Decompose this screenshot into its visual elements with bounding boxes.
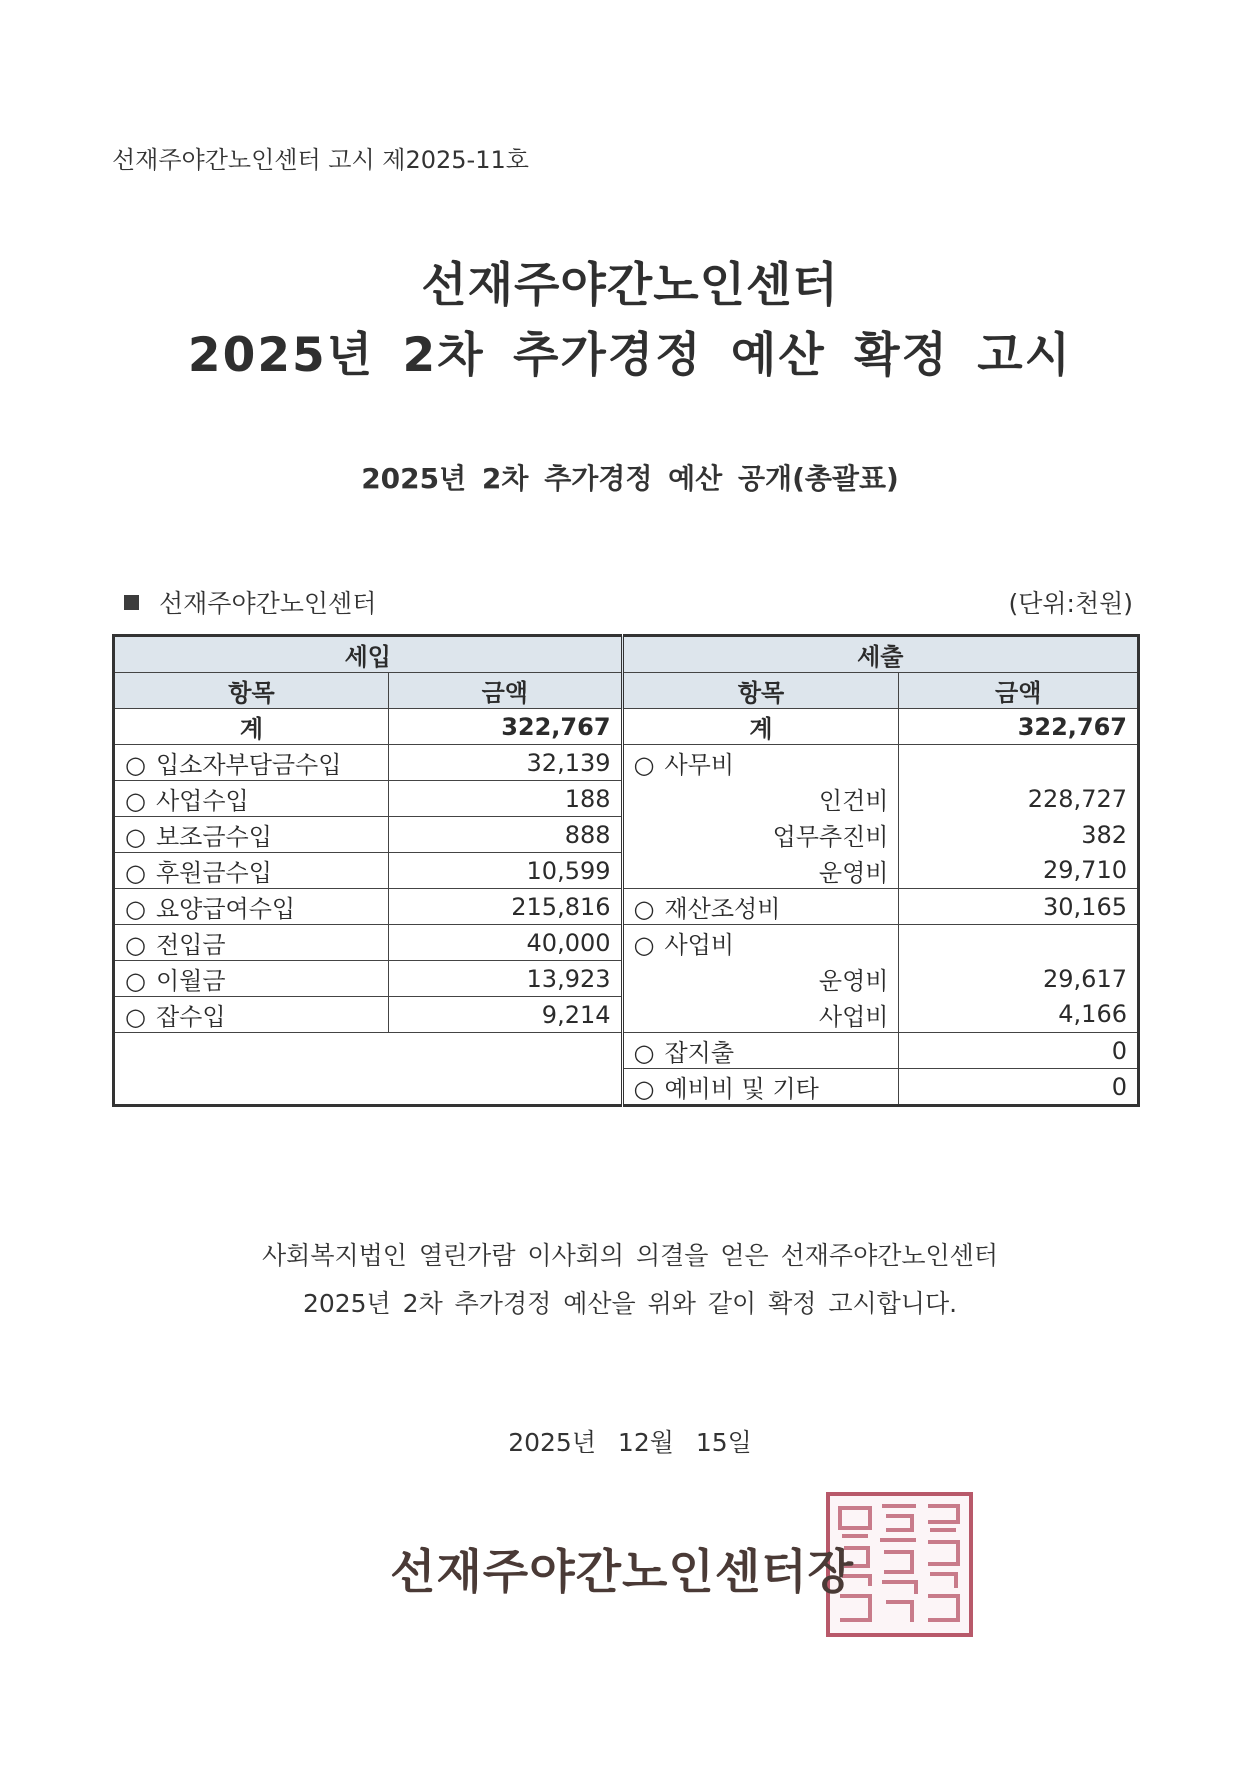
table-row [114, 781, 1139, 817]
circle-bullet-icon: ○ [633, 1075, 655, 1103]
expense-total-label: 계 [622, 709, 899, 745]
circle-bullet-icon: ○ [633, 751, 655, 780]
table-row [114, 817, 1139, 853]
notice-date: 2025년 12월 15일 [508, 1428, 752, 1457]
closing-line1: 사회복지법인 열린가람 이사회의 의결을 얻은 선재주야간노인센터 [262, 1241, 998, 1270]
revenue-total-label: 계 [114, 709, 389, 745]
table-row [114, 853, 1139, 889]
revenue-header: 세입 [114, 636, 623, 673]
revenue-item: ○ 입소자부담금수입 [114, 745, 389, 781]
signer-name: 선재주야간노인센터장 [390, 1545, 855, 1600]
revenue-amount: 40,000 [388, 925, 622, 961]
circle-bullet-icon: ○ [633, 895, 655, 923]
expense-subitem: 사업비 [622, 997, 899, 1033]
revenue-item: ○ 후원금수입 [114, 853, 389, 889]
expense-amount: 228,727 [899, 781, 1139, 817]
expense-amount: 29,710 [899, 853, 1139, 889]
unit-label: (단위:천원) [1008, 589, 1133, 618]
document-subtitle: 2025년 2차 추가경정 예산 공개(총괄표) [361, 462, 899, 495]
expense-category-misc: ○ 잡지출 [622, 1033, 899, 1069]
expense-amount: 0 [899, 1033, 1139, 1069]
revenue-item: ○ 보조금수입 [114, 817, 389, 853]
closing-line2: 2025년 2차 추가경정 예산을 위와 같이 확정 고시합니다. [302, 1289, 958, 1318]
table-row [114, 889, 1139, 925]
revenue-amount: 215,816 [388, 889, 622, 925]
circle-bullet-icon: ○ [125, 931, 146, 959]
budget-summary-table [112, 634, 1140, 1107]
expense-amount-empty [899, 925, 1139, 961]
expense-category-office: ○ 사무비 [622, 745, 899, 781]
revenue-item: ○ 전입금 [114, 925, 389, 961]
circle-bullet-icon: ○ [125, 859, 146, 887]
expense-amount: 30,165 [899, 889, 1139, 925]
expense-amount: 29,617 [899, 961, 1139, 997]
table-row [114, 925, 1139, 961]
expense-amount: 382 [899, 817, 1139, 853]
expense-item-header: 항목 [622, 673, 899, 709]
expense-header: 세출 [622, 636, 1138, 673]
circle-bullet-icon: ○ [125, 823, 146, 851]
expense-total-amount: 322,767 [899, 709, 1139, 745]
revenue-item: ○ 잡수입 [114, 997, 389, 1033]
expense-subitem: 운영비 [622, 853, 899, 889]
revenue-amount: 10,599 [388, 853, 622, 889]
expense-category-property: ○ 재산조성비 [622, 889, 899, 925]
revenue-total-amount: 322,767 [388, 709, 622, 745]
revenue-amount: 32,139 [388, 745, 622, 781]
circle-bullet-icon: ○ [125, 895, 146, 923]
circle-bullet-icon: ○ [633, 931, 655, 960]
revenue-item-header: 항목 [114, 673, 389, 709]
table-row [114, 1033, 1139, 1069]
expense-subitem: 운영비 [622, 961, 899, 997]
circle-bullet-icon: ○ [125, 751, 146, 779]
circle-bullet-icon: ○ [633, 1039, 655, 1067]
revenue-amount: 13,923 [388, 961, 622, 997]
table-row [114, 961, 1139, 997]
expense-amount-header: 금액 [899, 673, 1139, 709]
revenue-item: ○ 사업수입 [114, 781, 389, 817]
square-bullet-icon [124, 595, 139, 610]
notice-number: 선재주야간노인센터 고시 제2025-11호 [112, 146, 529, 174]
circle-bullet-icon: ○ [125, 787, 146, 815]
table-row [114, 745, 1139, 781]
expense-amount: 0 [899, 1069, 1139, 1106]
revenue-item: ○ 요양급여수입 [114, 889, 389, 925]
org-label-row [124, 584, 376, 620]
table-top-header-row [114, 636, 1139, 673]
revenue-empty-cell [114, 1033, 623, 1106]
table-column-header-row [114, 673, 1139, 709]
expense-amount-empty [899, 745, 1139, 781]
expense-category-business: ○ 사업비 [622, 925, 899, 961]
revenue-item: ○ 이월금 [114, 961, 389, 997]
org-label: 선재주야간노인센터 [159, 589, 377, 618]
circle-bullet-icon: ○ [125, 967, 146, 995]
total-row [114, 709, 1139, 745]
revenue-amount-header: 금액 [388, 673, 622, 709]
table-row [114, 997, 1139, 1033]
document-title-line1: 선재주야간노인센터 [421, 258, 839, 313]
expense-amount: 4,166 [899, 997, 1139, 1033]
expense-subitem: 업무추진비 [622, 817, 899, 853]
revenue-amount: 9,214 [388, 997, 622, 1033]
document-title-line2: 2025년 2차 추가경정 예산 확정 고시 [187, 328, 1073, 383]
revenue-amount: 888 [388, 817, 622, 853]
expense-subitem: 인건비 [622, 781, 899, 817]
circle-bullet-icon: ○ [125, 1003, 146, 1031]
expense-category-reserve: ○ 예비비 및 기타 [622, 1069, 899, 1106]
revenue-amount: 188 [388, 781, 622, 817]
